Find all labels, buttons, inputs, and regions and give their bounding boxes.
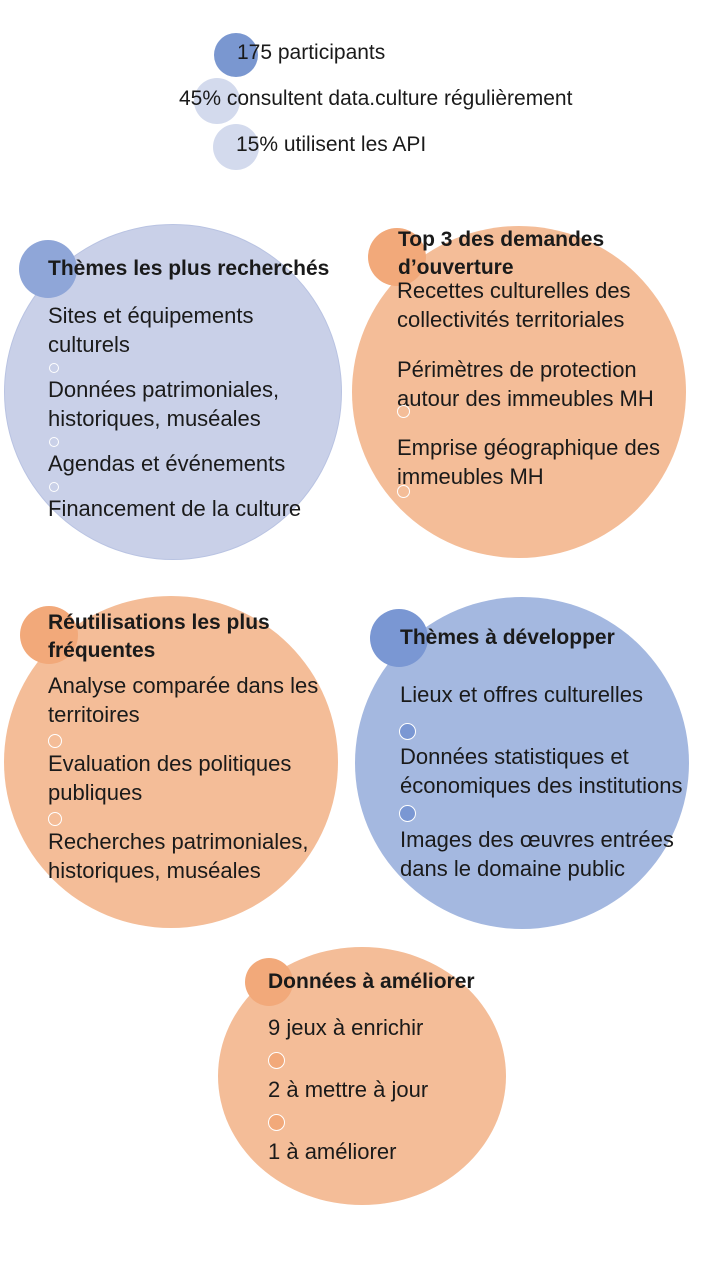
- bullet-icon: [48, 734, 62, 748]
- circle-title: Thèmes les plus recherchés: [48, 257, 330, 280]
- list-item: Images des œuvres entrées dans le domaine public: [400, 827, 674, 881]
- list-item: 9 jeux à enrichir: [268, 1015, 424, 1040]
- list-item: Evaluation des politiques publiques: [48, 751, 292, 805]
- list-item: Financement de la culture: [48, 496, 302, 521]
- list-item: 2 à mettre à jour: [268, 1077, 429, 1102]
- list-item: 1 à améliorer: [268, 1139, 397, 1164]
- list-item: Recherches patrimoniales, historiques, muséales: [48, 829, 309, 883]
- list-item: Périmètres de protection autour des immeubles MH: [397, 357, 654, 411]
- bullet-icon: [49, 482, 59, 492]
- list-item: Emprise géographique des immeubles MH: [397, 435, 660, 489]
- list-item: Lieux et offres culturelles: [400, 682, 643, 707]
- bullet-icon: [268, 1052, 285, 1069]
- list-item: Analyse comparée dans les territoires: [48, 673, 319, 727]
- list-item: Agendas et événements: [48, 451, 286, 476]
- list-item: Sites et équipements culturels: [48, 303, 254, 357]
- list-item: Recettes culturelles des collectivités territoriales: [397, 278, 631, 332]
- bullet-icon: [399, 723, 416, 740]
- bullet-icon: [49, 437, 59, 447]
- circle-title: Top 3 des demandes d’ouverture: [398, 228, 605, 279]
- bullet-icon: [268, 1114, 285, 1131]
- bullet-icon: [397, 405, 410, 418]
- bullet-icon: [49, 363, 59, 373]
- bullet-icon: [399, 805, 416, 822]
- circle-title: Données à améliorer: [268, 970, 475, 993]
- stat-consultation: 45% consultent data.culture régulièrement: [179, 87, 573, 110]
- circle-title: Réutilisations les plus fréquentes: [48, 611, 270, 662]
- stat-participants: 175 participants: [237, 41, 386, 64]
- stat-api: 15% utilisent les API: [236, 133, 427, 156]
- circle-title: Thèmes à développer: [400, 626, 615, 649]
- bullet-icon: [48, 812, 62, 826]
- list-item: Données statistiques et économiques des institutions: [400, 744, 683, 798]
- list-item: Données patrimoniales, historiques, muséales: [48, 377, 280, 431]
- bullet-icon: [397, 485, 410, 498]
